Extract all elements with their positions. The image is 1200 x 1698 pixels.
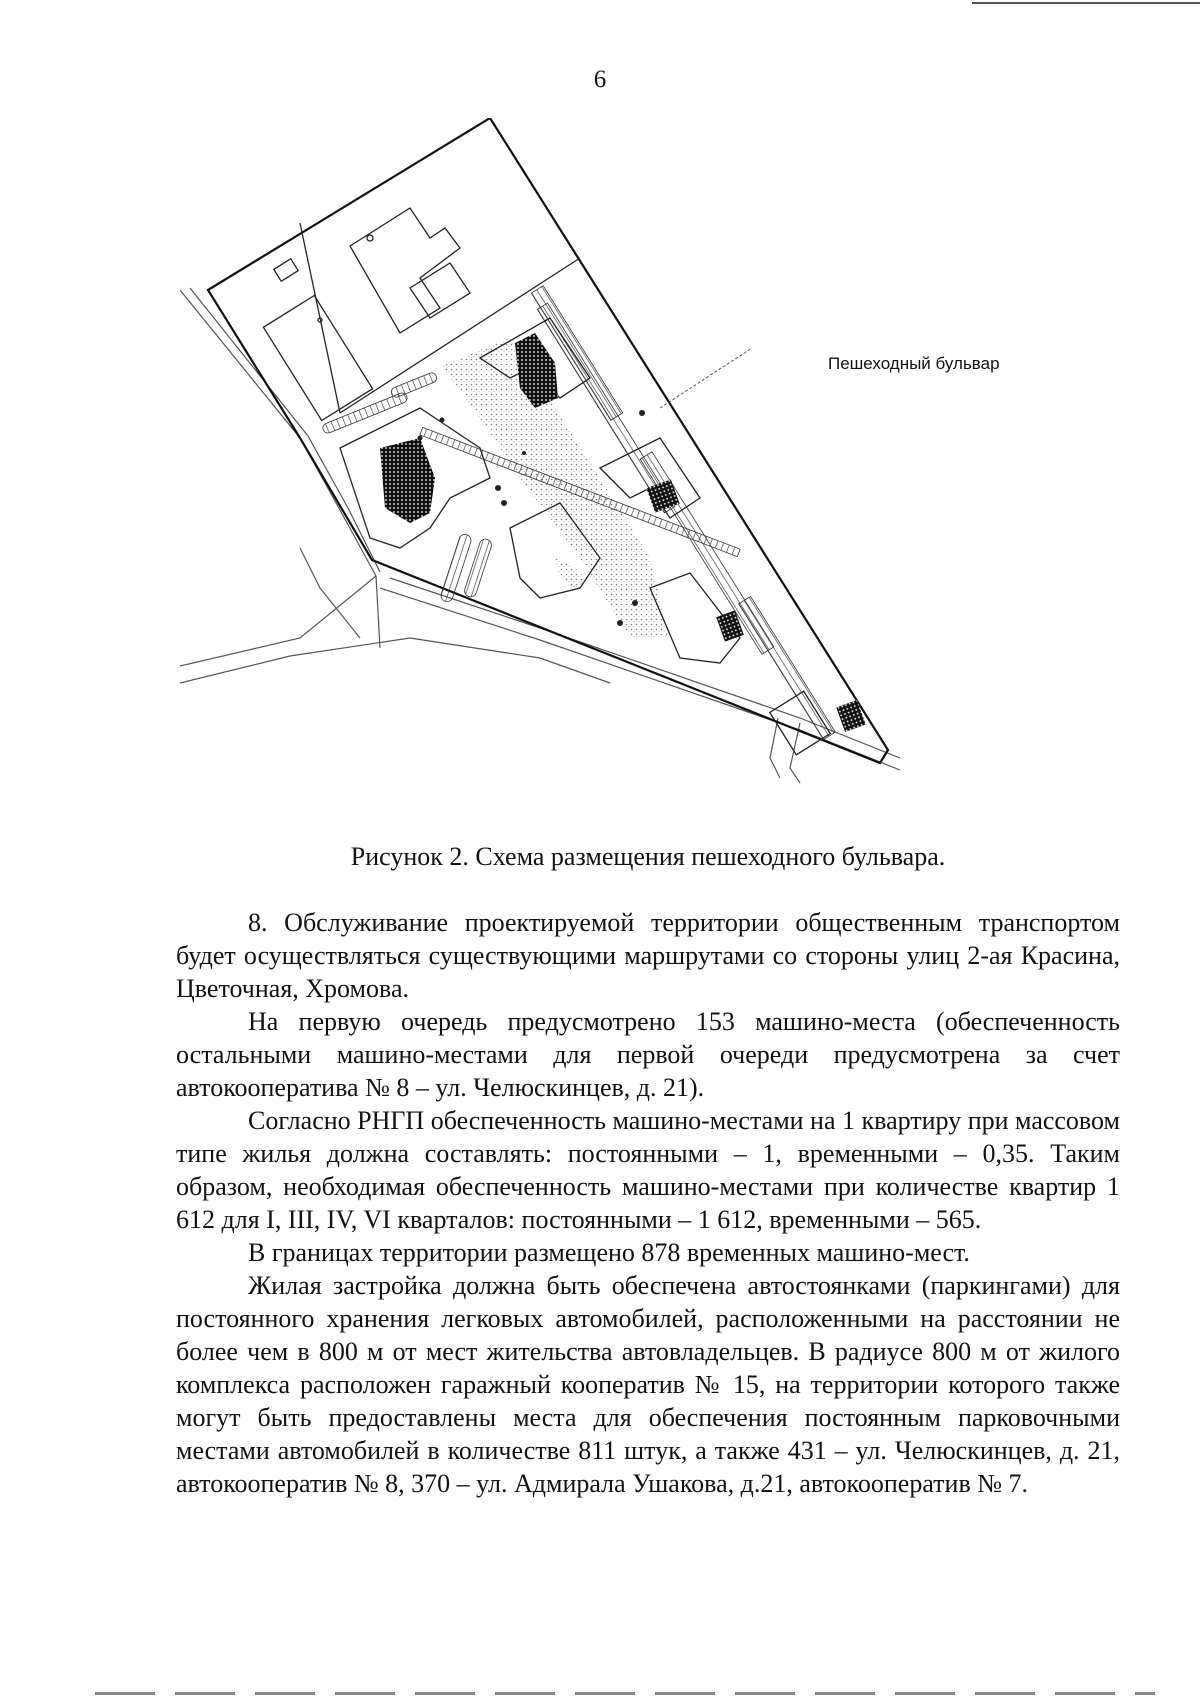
paragraph-permanent-parking: Жилая застройка должна быть обеспечена автостоянками (паркингами) для постоянного хранения легковых автомобилей, расположенными на расстоянии не более чем в 800 м от мест жительства автовладельцев. В радиусе 800 м от жилого комплекса расположен гаражный кооператив № 15, на территории которого также могут быть предоставлены места для обеспечения постоянным парковочными местами автомобилей в количестве 811 штук, а также 431 – ул. Челюскинцев, д. 21, автокооператив № 8, 370 – ул. Адмирала Ушакова, д.21, автокооператив № 7. bbox=[176, 1271, 1120, 1498]
top-rule bbox=[972, 2, 1200, 4]
page-number: 6 bbox=[593, 66, 607, 93]
label-leader-line bbox=[660, 348, 752, 408]
body-text bbox=[176, 906, 1120, 1500]
pedestrian-boulevard-label: Пешеходный бульвар bbox=[828, 354, 1000, 373]
paragraph-transport: 8. Обслуживание проектируемой территории общественным транспортом будет осуществляться существующими маршрутами со стороны улиц 2-ая Красина, Цветочная, Хромова. bbox=[176, 908, 1120, 1003]
paragraph-first-stage-parking: На первую очередь предусмотрено 153 машино-места (обеспеченность остальными машино-местами для первой очереди предусмотрена за счет автокооператива № 8 – ул. Челюскинцев, д. 21). bbox=[176, 1007, 1120, 1102]
site-plan-drawing bbox=[180, 118, 1020, 848]
site-plan-figure bbox=[180, 118, 1020, 848]
bottom-rule bbox=[95, 1692, 1155, 1695]
figure-caption: Рисунок 2. Схема размещения пешеходного бульвара. bbox=[350, 842, 946, 871]
paragraph-temporary-parking: В границах территории размещено 878 временных машино-мест. bbox=[248, 1238, 970, 1267]
paragraph-rngp-norms: Согласно РНГП обеспеченность машино-местами на 1 квартиру при массовом типе жилья должна составлять: постоянными – 1, временными – 0,35. Таким образом, необходимая обеспеченность машино-местами при количестве квартир 1 612 для I, III, IV, VI кварталов: постоянными – 1 612, временными – 565. bbox=[176, 1106, 1120, 1234]
